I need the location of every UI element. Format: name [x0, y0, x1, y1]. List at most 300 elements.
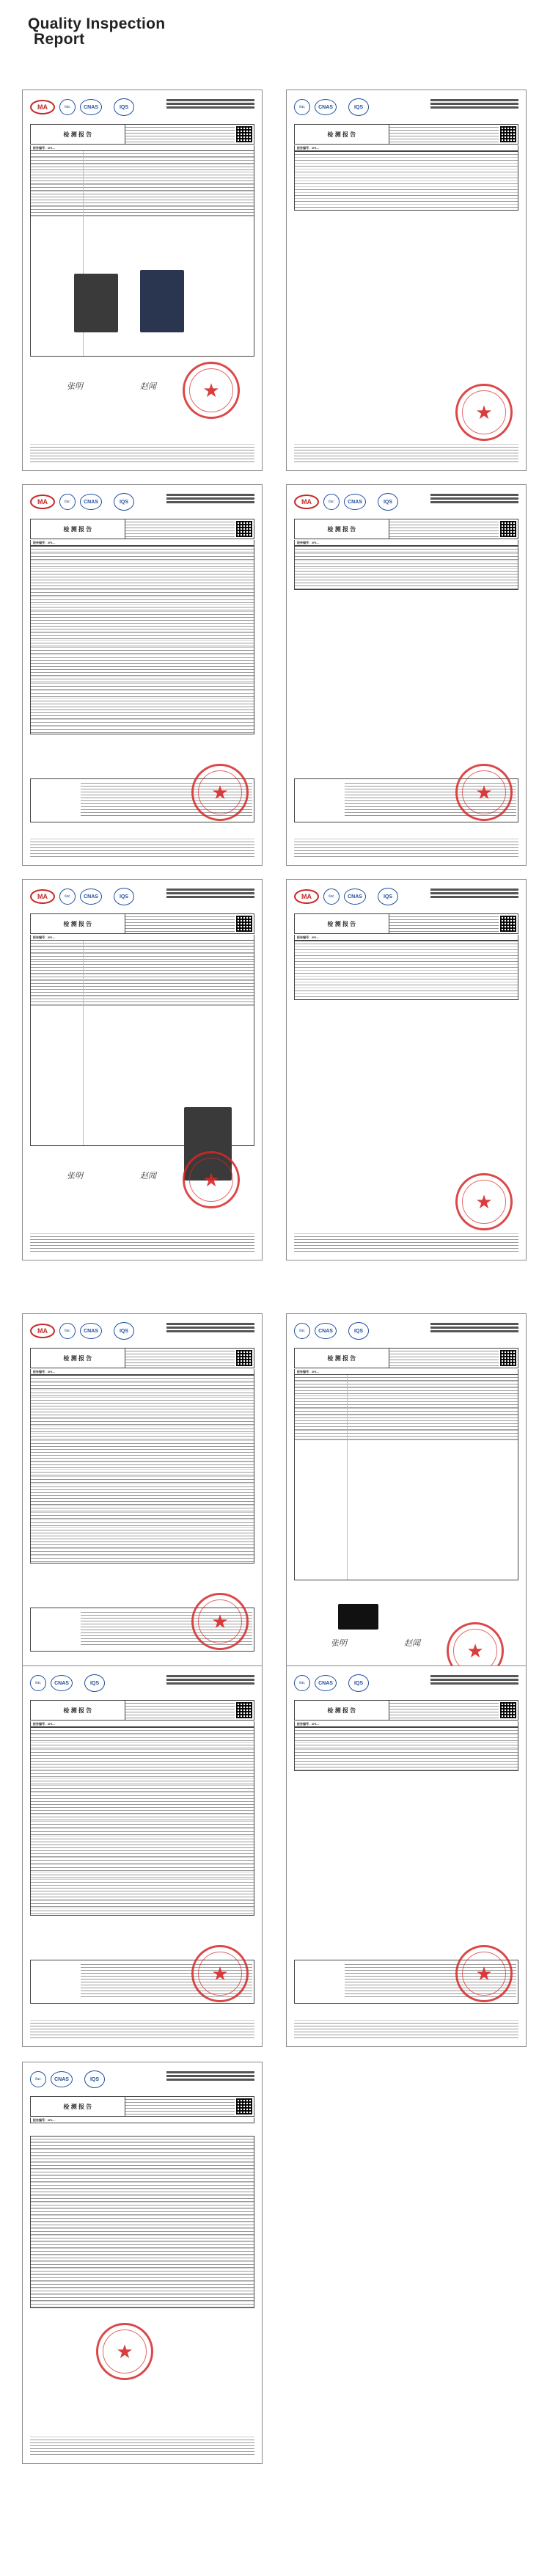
seal-star: ★: [116, 2340, 133, 2362]
cnas-logo-icon: CNAS: [80, 99, 102, 115]
row-label: [295, 1375, 348, 1381]
ilac-logo-icon: ilac: [30, 1675, 46, 1691]
table-row: [31, 2261, 254, 2268]
logo-bar: [294, 1321, 369, 1340]
report-heading: 检 测 报 告: [295, 914, 389, 933]
ilac-logo-icon: ilac: [30, 2071, 46, 2087]
row-value: [348, 1396, 518, 1408]
seal-star: ★: [466, 1640, 484, 1662]
report-footer: [294, 1233, 518, 1252]
table-row: [31, 2169, 254, 2175]
table-row: [295, 192, 518, 198]
lab-name-line: [166, 103, 254, 105]
row-value: [84, 191, 254, 206]
table-row: [31, 2301, 254, 2307]
table-row: [31, 961, 254, 974]
sample-photo: [338, 1604, 378, 1630]
table-row: [295, 1415, 518, 1430]
table-row: [31, 2142, 254, 2149]
table-row: [31, 1742, 254, 1749]
lab-name-block: [166, 1323, 254, 1334]
ilac-logo-icon: ilac: [59, 494, 76, 510]
table-row: [31, 2288, 254, 2294]
lab-name-line: [166, 2075, 254, 2077]
table-row: [295, 970, 518, 976]
logo-bar: [30, 1674, 105, 1693]
table-row: [31, 2149, 254, 2156]
report-heading: 检 测 报 告: [295, 1349, 389, 1368]
report-header: [294, 519, 518, 539]
lab-name-line: [166, 501, 254, 503]
qr-code-icon: [236, 521, 252, 537]
row-value: [84, 974, 254, 980]
seal-star: ★: [202, 1169, 220, 1191]
row-label: [295, 1415, 348, 1430]
table-row: [295, 946, 518, 952]
report-footer: [294, 2020, 518, 2039]
table-row: [31, 172, 254, 184]
row-label: [31, 981, 84, 996]
table-row: [31, 2189, 254, 2195]
report-header: [30, 1348, 254, 1368]
qr-code-icon: [236, 2098, 252, 2115]
table-row: [31, 1814, 254, 1821]
qr-code-icon: [236, 1702, 252, 1718]
table-row: [295, 1408, 518, 1415]
report-heading: 检 测 报 告: [31, 1701, 125, 1720]
seal-inner-ring: [462, 390, 506, 434]
lab-name-block: [430, 494, 518, 505]
table-row: [31, 1555, 254, 1563]
seal-star: ★: [475, 401, 493, 423]
row-label: [31, 207, 84, 216]
lab-name-line: [166, 99, 254, 101]
table-row: [295, 1381, 518, 1387]
table-row: [31, 1879, 254, 1900]
report-page: [286, 484, 527, 866]
report-page: [22, 2062, 263, 2464]
report-header: [294, 1348, 518, 1368]
signature-left: 张明: [67, 382, 83, 391]
row-value: [348, 1382, 518, 1387]
table-row: [295, 1395, 518, 1408]
lab-name-line: [430, 1675, 518, 1677]
iqs-logo-icon: IQS: [348, 98, 369, 116]
lab-name-line: [166, 494, 254, 496]
table-row: [31, 1749, 254, 1770]
ilac-logo-icon: ilac: [59, 889, 76, 905]
row-value: [84, 172, 254, 184]
table-row: [31, 2137, 254, 2142]
report-header: [294, 1700, 518, 1721]
table-row: [31, 589, 254, 596]
table-row: [31, 1864, 254, 1872]
lab-name-block: [430, 99, 518, 110]
qr-code-icon: [500, 916, 516, 932]
table-row: [31, 1734, 254, 1742]
report-header: [30, 2096, 254, 2117]
row-label: [31, 974, 84, 980]
lab-name-block: [166, 99, 254, 110]
report-page: [22, 484, 263, 866]
lab-name-line: [166, 1327, 254, 1329]
report-meta: [389, 1349, 499, 1368]
table-row: [31, 1476, 254, 1484]
lab-name-line: [430, 896, 518, 898]
report-meta: [125, 519, 235, 539]
lab-name-line: [430, 497, 518, 500]
table-row: [31, 151, 254, 157]
photo-row: [295, 1440, 518, 1580]
table-row: [31, 1778, 254, 1785]
lab-name-line: [166, 896, 254, 898]
report-number: 报告编号：2FL...: [30, 1369, 254, 1375]
row-value: [84, 981, 254, 996]
report-page: [286, 90, 527, 471]
table-row: [31, 2281, 254, 2288]
row-label: [31, 947, 84, 953]
report-heading: 检 测 报 告: [31, 1349, 125, 1368]
row-value: [348, 1375, 518, 1381]
table-row: [295, 964, 518, 970]
row-label: [31, 954, 84, 961]
official-seal-icon: [455, 1173, 513, 1230]
ilac-logo-icon: ilac: [294, 99, 310, 115]
seal-inner-ring: [462, 770, 506, 814]
table-row: [295, 175, 518, 180]
table-row: [31, 547, 254, 553]
lab-name-line: [166, 1682, 254, 1685]
table-row: [295, 1742, 518, 1749]
test-table: [30, 1375, 254, 1564]
official-seal-icon: [96, 2323, 153, 2380]
official-seal-icon: [455, 1945, 513, 2002]
lab-name-line: [430, 494, 518, 496]
report-page: [286, 1665, 527, 2047]
table-row: [31, 654, 254, 676]
seal-star: ★: [211, 1610, 229, 1632]
qr-code-icon: [500, 1350, 516, 1366]
iqs-logo-icon: IQS: [378, 888, 398, 905]
iqs-logo-icon: IQS: [114, 98, 134, 116]
row-label: [31, 996, 84, 1005]
ilac-logo-icon: ilac: [294, 1675, 310, 1691]
lab-name-block: [430, 889, 518, 900]
ilac-logo-icon: ilac: [59, 1323, 76, 1339]
row-value: [348, 1388, 518, 1395]
row-value: [84, 996, 254, 1005]
report-number: 报告编号：2FL...: [294, 935, 518, 941]
report-heading: 检 测 报 告: [31, 125, 125, 144]
table-row: [31, 647, 254, 654]
lab-name-line: [166, 1323, 254, 1325]
table-row: [31, 1548, 254, 1555]
table-row: [31, 2248, 254, 2255]
table-row: [295, 163, 518, 169]
table-row: [31, 157, 254, 164]
row-label: [31, 172, 84, 184]
table-row: [31, 2241, 254, 2248]
report-header: [30, 519, 254, 539]
lab-name-line: [166, 1679, 254, 1681]
lab-name-line: [166, 1675, 254, 1677]
table-row: [31, 996, 254, 1005]
lab-name-line: [430, 1682, 518, 1685]
table-row: [31, 604, 254, 611]
row-label: [31, 962, 84, 974]
table-row: [295, 988, 518, 993]
table-row: [295, 180, 518, 186]
report-footer: [30, 839, 254, 858]
report-number: 报告编号：2FL...: [30, 540, 254, 546]
table-row: [295, 976, 518, 982]
lab-name-line: [166, 2071, 254, 2073]
lab-name-line: [430, 1327, 518, 1329]
table-row: [295, 982, 518, 988]
table-row: [31, 2182, 254, 2189]
row-value: [84, 164, 254, 172]
cnas-logo-icon: CNAS: [51, 1675, 73, 1691]
seal-star: ★: [211, 1963, 229, 1985]
table-row: [295, 1728, 518, 1734]
cnas-logo-icon: CNAS: [315, 1323, 337, 1339]
report-number: 报告编号：2FL...: [30, 145, 254, 151]
table-row: [31, 1462, 254, 1469]
lab-name-line: [166, 106, 254, 109]
seal-star: ★: [211, 781, 229, 803]
cnas-logo-icon: CNAS: [80, 494, 102, 510]
report-header: [294, 124, 518, 145]
official-seal-icon: [455, 384, 513, 441]
lab-name-line: [430, 106, 518, 109]
seal-inner-ring: [189, 1158, 233, 1202]
report-header: [294, 913, 518, 934]
ma-logo-icon: MA: [30, 889, 55, 904]
table-row: [295, 993, 518, 999]
row-value: [348, 1431, 518, 1440]
iqs-logo-icon: IQS: [348, 1674, 369, 1692]
report-footer: [30, 2437, 254, 2456]
qr-code-icon: [500, 126, 516, 142]
info-table: [294, 1375, 518, 1580]
table-row: [295, 1749, 518, 1770]
report-meta: [389, 1701, 499, 1720]
ma-logo-icon: MA: [30, 100, 55, 114]
cnas-logo-icon: CNAS: [344, 889, 366, 905]
lab-name-line: [430, 99, 518, 101]
table-row: [295, 204, 518, 210]
ma-logo-icon: MA: [30, 1324, 55, 1338]
table-row: [31, 1433, 254, 1440]
report-page: [22, 90, 263, 471]
row-value: [84, 947, 254, 953]
table-row: [31, 2294, 254, 2301]
ilac-logo-icon: ilac: [59, 99, 76, 115]
table-row: [31, 561, 254, 568]
table-row: [31, 1397, 254, 1418]
logo-bar: [294, 98, 369, 117]
table-row: [31, 1857, 254, 1864]
table-row: [31, 1376, 254, 1382]
ma-logo-icon: MA: [294, 495, 319, 509]
cnas-logo-icon: CNAS: [344, 494, 366, 510]
table-row: [31, 1792, 254, 1814]
lab-name-block: [166, 2071, 254, 2082]
table-row: [31, 1836, 254, 1857]
row-value: [84, 158, 254, 164]
table-row: [31, 1418, 254, 1426]
lab-name-block: [166, 494, 254, 505]
table-row: [31, 1728, 254, 1734]
report-number: 报告编号：2FL...: [294, 1369, 518, 1375]
row-value: [348, 1409, 518, 1415]
iqs-logo-icon: IQS: [114, 493, 134, 511]
table-row: [31, 1390, 254, 1397]
table-row: [295, 152, 518, 157]
table-row: [31, 726, 254, 734]
qr-code-icon: [236, 126, 252, 142]
table-row: [295, 547, 518, 553]
row-label: [31, 941, 84, 946]
lab-name-line: [430, 892, 518, 894]
lab-name-block: [166, 1675, 254, 1686]
table-row: [31, 946, 254, 953]
lab-name-block: [430, 1323, 518, 1334]
logo-bar: [30, 887, 134, 906]
title-line-2: Report: [34, 31, 85, 48]
table-row: [31, 1469, 254, 1476]
report-number: 报告编号：2FL...: [30, 1721, 254, 1727]
report-header: [30, 1700, 254, 1721]
lab-name-line: [430, 501, 518, 503]
seal-inner-ring: [198, 770, 242, 814]
iqs-logo-icon: IQS: [114, 888, 134, 905]
cnas-logo-icon: CNAS: [80, 1323, 102, 1339]
lab-name-line: [166, 497, 254, 500]
row-label: [31, 185, 84, 191]
report-meta: [389, 914, 499, 933]
table-row: [31, 1908, 254, 1915]
row-label: [295, 1431, 348, 1440]
table-row: [31, 2162, 254, 2169]
report-page: [22, 879, 263, 1260]
row-label: [295, 1382, 348, 1387]
table-row: [295, 198, 518, 204]
table-row: [31, 941, 254, 946]
iqs-logo-icon: IQS: [114, 1322, 134, 1340]
lab-name-line: [166, 1330, 254, 1332]
report-footer: [30, 444, 254, 463]
report-footer: [30, 2020, 254, 2039]
results-table: [294, 151, 518, 211]
test-table: [294, 1727, 518, 1771]
table-row: [31, 1505, 254, 1512]
table-row: [31, 1785, 254, 1792]
qr-code-icon: [500, 521, 516, 537]
official-seal-icon: [191, 1945, 249, 2002]
row-label: [295, 1440, 348, 1580]
table-row: [295, 561, 518, 568]
lab-name-block: [166, 889, 254, 900]
table-row: [31, 676, 254, 683]
row-label: [31, 191, 84, 206]
seal-inner-ring: [198, 1952, 242, 1996]
table-row: [31, 611, 254, 632]
row-value: [84, 954, 254, 961]
table-row: [295, 568, 518, 589]
iqs-logo-icon: IQS: [84, 2070, 105, 2088]
row-value: [84, 207, 254, 216]
report-header: [30, 124, 254, 145]
cnas-logo-icon: CNAS: [315, 1675, 337, 1691]
iqs-logo-icon: IQS: [84, 1674, 105, 1692]
seal-star: ★: [475, 781, 493, 803]
report-number: 报告编号：2FL...: [294, 540, 518, 546]
row-label: [31, 1006, 84, 1145]
seal-inner-ring: [198, 1599, 242, 1643]
cnas-logo-icon: CNAS: [315, 99, 337, 115]
row-value: [84, 941, 254, 946]
report-meta: [125, 125, 235, 144]
logo-bar: [294, 887, 398, 906]
report-meta: [125, 1701, 235, 1720]
table-row: [31, 953, 254, 961]
table-row: [31, 2202, 254, 2208]
table-row: [31, 568, 254, 589]
table-row: [31, 2268, 254, 2274]
report-meta: [125, 1349, 235, 1368]
lab-name-line: [430, 1323, 518, 1325]
table-row: [31, 1440, 254, 1462]
table-row: [295, 169, 518, 175]
lab-name-line: [166, 889, 254, 891]
official-seal-icon: [191, 764, 249, 821]
table-row: [31, 1828, 254, 1836]
table-row: [31, 2228, 254, 2235]
row-value: [84, 151, 254, 157]
official-seal-icon: [191, 1593, 249, 1650]
row-label: [31, 151, 84, 157]
table-row: [31, 2195, 254, 2202]
table-row: [31, 690, 254, 698]
row-label: [295, 1396, 348, 1408]
row-label: [295, 1388, 348, 1395]
table-row: [31, 2235, 254, 2241]
official-seal-icon: [183, 362, 240, 419]
ilac-logo-icon: ilac: [323, 889, 340, 905]
lab-name-line: [430, 103, 518, 105]
table-row: [295, 1387, 518, 1395]
test-table: [30, 546, 254, 734]
signature-left: 张明: [331, 1638, 347, 1648]
table-row: [31, 2274, 254, 2281]
report-number: 报告编号：2FL...: [294, 1721, 518, 1727]
cnas-logo-icon: CNAS: [80, 889, 102, 905]
table-row: [31, 698, 254, 719]
logo-bar: [30, 1321, 134, 1340]
qr-code-icon: [236, 1350, 252, 1366]
report-heading: 检 测 报 告: [295, 519, 389, 539]
report-footer: [294, 839, 518, 858]
table-row: [31, 1382, 254, 1390]
table-row: [31, 1426, 254, 1433]
table-row: [295, 941, 518, 946]
report-heading: 检 测 报 告: [295, 1701, 389, 1720]
sample-photo: [74, 274, 118, 332]
table-row: [31, 1770, 254, 1778]
table-row: [31, 1821, 254, 1828]
table-row: [31, 2215, 254, 2222]
